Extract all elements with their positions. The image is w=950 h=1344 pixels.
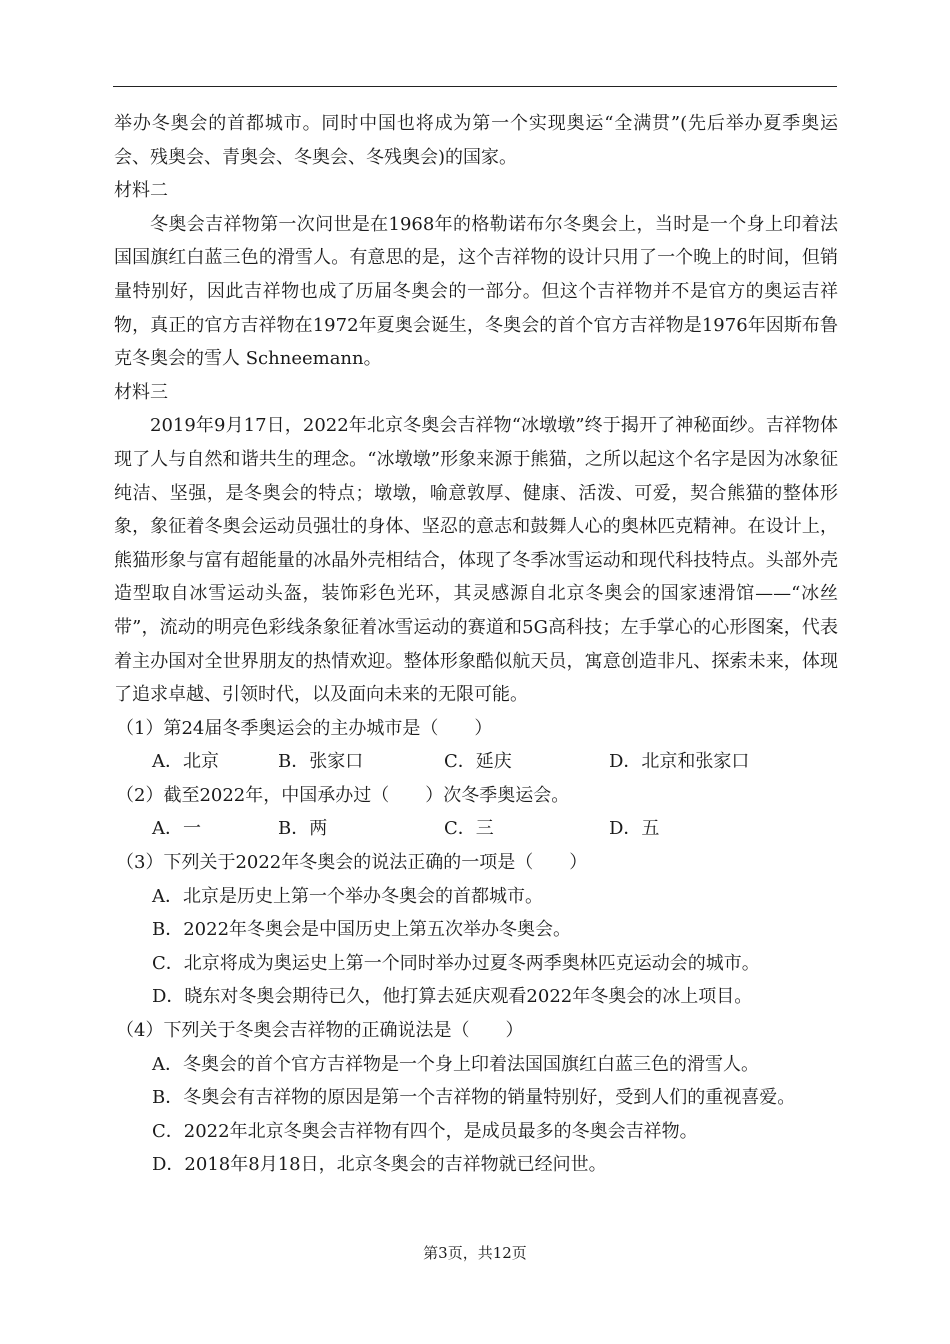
question-1-option-a: A．北京 [152, 751, 219, 773]
question-2-option-a: A．一 [152, 818, 201, 840]
question-2-options [114, 812, 838, 846]
question-4-option-a: A．冬奥会的首个官方吉祥物是一个身上印着法国国旗红白蓝三色的滑雪人。 [152, 1053, 759, 1075]
question-3-option-b: B．2022年冬奥会是中国历史上第五次举办冬奥会。 [152, 919, 572, 941]
section-heading-material-3: 材料三 [114, 381, 168, 403]
paragraph-material-3: 2019年9月17日，2022年北京冬奥会吉祥物“冰墩墩”终于揭开了神秘面纱。吉祥物体现了人与自然和谐共生的理念。“冰墩墩”形象来源于熊猫，之所以起这个名字是因为冰象征纯洁、坚强，是冬奥会的特点；墩墩，喻意敦厚、健康、活泼、可爱，契合熊猫的整体形象，象征着冬奥会运动员强壮的身体、坚忍的意志和鼓舞人心的奥林匹克精神。在设计上，熊猫形象与富有超能量的冰晶外壳相结合，体现了冬季冰雪运动和现代科技特点。头部外壳造型取自冰雪运动头盔，装饰彩色光环，其灵感源自北京冬奥会的国家速滑馆——“冰丝带”，流动的明亮色彩线条象征着冰雪运动的赛道和5G高科技；左手掌心的心形图案，代表着主办国对全世界朋友的热情欢迎。整体形象酷似航天员，寓意创造非凡、探索未来，体现了追求卓越、引领时代，以及面向未来的无限可能。 [114, 415, 838, 706]
question-3-option-d: D．晓东对冬奥会期待已久，他打算去延庆观看2022年冬奥会的冰上项目。 [152, 986, 753, 1008]
header-rule [113, 86, 837, 87]
question-1-options [114, 745, 838, 779]
paragraph-continued: 举办冬奥会的首都城市。同时中国也将成为第一个实现奥运“全满贯”(先后举办夏季奥运会、残奥会、青奥会、冬奥会、冬残奥会)的国家。 [114, 113, 838, 168]
question-2-option-d: D．五 [609, 818, 660, 840]
page-footer: 第3页，共12页 [423, 1244, 527, 1262]
question-2-option-c: C．三 [444, 818, 494, 840]
paragraph-material-2: 冬奥会吉祥物第一次问世是在1968年的格勒诺布尔冬奥会上，当时是一个身上印着法国国旗红白蓝三色的滑雪人。有意思的是，这个吉祥物的设计只用了一个晚上的时间，但销量特别好，因此吉祥物也成了历届冬奥会的一部分。但这个吉祥物并不是官方的奥运吉祥物，真正的官方吉祥物在1972年夏奥会诞生，冬奥会的首个官方吉祥物是1976年因斯布鲁克冬奥会的雪人 Schneemann。 [114, 213, 838, 370]
question-3-stem: （3）下列关于2022年冬奥会的说法正确的一项是（ ） [116, 852, 588, 874]
section-heading-material-2: 材料二 [114, 180, 168, 202]
question-4-option-b: B．冬奥会有吉祥物的原因是第一个吉祥物的销量特别好，受到人们的重视喜爱。 [152, 1087, 796, 1109]
question-4-option-d: D．2018年8月18日，北京冬奥会的吉祥物就已经问世。 [152, 1154, 607, 1176]
question-1-stem: （1）第24届冬季奥运会的主办城市是（ ） [116, 717, 493, 739]
question-4-option-c: C．2022年北京冬奥会吉祥物有四个，是成员最多的冬奥会吉祥物。 [152, 1120, 698, 1142]
question-3-option-c: C．北京将成为奥运史上第一个同时举办过夏冬两季奥林匹克运动会的城市。 [152, 952, 760, 974]
question-3-option-a: A．北京是历史上第一个举办冬奥会的首都城市。 [152, 885, 543, 907]
question-1-option-d: D．北京和张家口 [609, 751, 750, 773]
document-body [114, 107, 838, 1182]
question-2-option-b: B．两 [278, 818, 328, 840]
question-2-stem: （2）截至2022年，中国承办过（ ）次冬季奥运会。 [116, 784, 570, 806]
question-1-option-b: B．张家口 [278, 751, 364, 773]
question-4-stem: （4）下列关于冬奥会吉祥物的正确说法是（ ） [116, 1020, 524, 1042]
question-1-option-c: C．延庆 [444, 751, 512, 773]
